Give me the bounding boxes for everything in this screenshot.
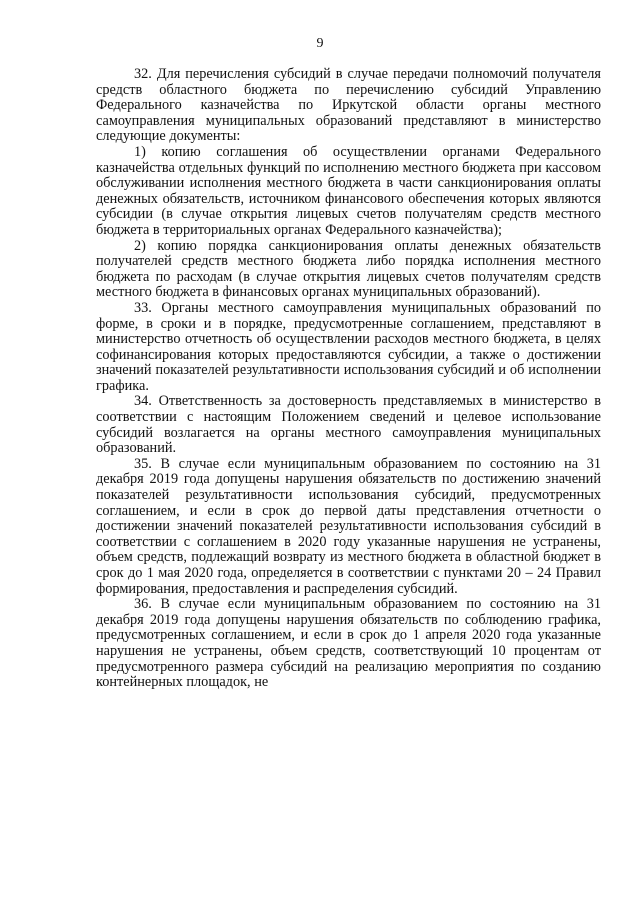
paragraph-35: 35. В случае если муниципальным образованием по состоянию на 31 декабря 2019 года допущены нарушения обязательств по достижению значений показателей результативности использования субсидий, предусмотренных соглашением, и если в срок до первой даты представления отчетности о достижении значений показателей результативности использования субсидий в соответствии с соглашением в 2020 году указанные нарушения не устранены, объем средств, подлежащий возврату из местного бюджета в областной бюджет в срок до 1 мая 2020 года, определяется в соответствии с пунктами 20 – 24 Правил формирования, предоставления и распределения субсидий. [96, 455, 601, 597]
document-body [96, 67, 601, 691]
paragraph-32-item-2: 2) копию порядка санкционирования оплаты денежных обязательств получателей средств местного бюджета либо порядка исполнения местного бюджета по расходам (в случае открытия лицевых счетов получателям средств местного бюджета в финансовых органах муниципальных образований). [96, 237, 601, 301]
paragraph-34: 34. Ответственность за достоверность представляемых в министерство в соответствии с настоящим Положением сведений и целевое использование субсидий возлагается на органы местного самоуправления муниципальных образований. [96, 393, 601, 457]
paragraph-32-item-1: 1) копию соглашения об осуществлении органами Федерального казначейства отдельных функций по исполнению местного бюджета при кассовом обслуживании исполнения местного бюджета в части санкционирования оплаты денежных обязательств, источником финансового обеспечения которых являются субсидии (в случае открытия лицевых счетов получателям средств местного бюджета в территориальных органах Федерального казначейства); [96, 143, 601, 238]
page-number: 9 [316, 36, 324, 51]
paragraph-32: 32. Для перечисления субсидий в случае передачи полномочий получателя средств областного бюджета по перечислению субсидий Управлению Федерального казначейства по Иркутской области органы местного самоуправления муниципальных образований представляют в министерство следующие документы: [96, 66, 601, 145]
paragraph-33: 33. Органы местного самоуправления муниципальных образований по форме, в сроки и в порядке, предусмотренные соглашением, представляют в министерство отчетность об осуществлении расходов местного бюджета, в целях софинансирования которых предоставляются субсидии, а также о достижении значений показателей результативности использования субсидий и об исполнении графика. [96, 299, 601, 394]
paragraph-36: 36. В случае если муниципальным образованием по состоянию на 31 декабря 2019 года допущены нарушения обязательств по соблюдению графика, предусмотренных соглашением, и если в срок до 1 апреля 2020 года указанные нарушения не устранены, объем средств, соответствующий 10 процентам от предусмотренного размера субсидий на реализацию мероприятия по созданию контейнерных площадок, не [96, 596, 601, 691]
